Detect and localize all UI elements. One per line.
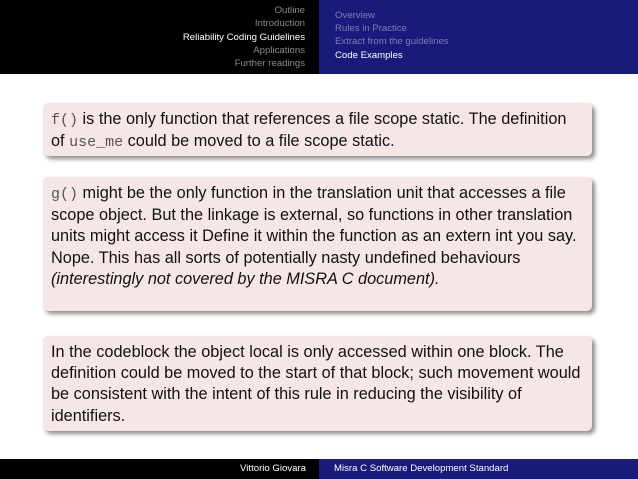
slide-header: [0, 0, 638, 74]
slide-footer: [0, 459, 638, 479]
block-text: could be moved to a file scope static.: [123, 132, 395, 151]
block-text: In the codeblock the object local is only accessed within one block. The definition could be moved to the start of that block; such movement would be consistent with the intent of this rule in reducing the visibility of identifiers.: [51, 343, 581, 425]
block-text: might be the only function in the translation unit that accesses a file scope object. But the linkage is external, so functions in other translation units might access it Define it within the function as an extern int you say. Nope. This has all sorts of potentially nasty undefined behaviours: [51, 184, 577, 267]
subsection-navigation: [319, 0, 638, 74]
nav-section-outline[interactable]: Outline: [274, 5, 305, 16]
nav-subsection-code-examples[interactable]: Code Examples: [335, 49, 403, 61]
footer-author: Vittorio Giovara: [0, 459, 319, 479]
code-use-me: use_me: [69, 134, 124, 152]
footer-title: Misra C Software Development Standard: [319, 459, 638, 479]
nav-section-reliability-coding-guidelines[interactable]: Reliability Coding Guidelines: [182, 31, 305, 43]
nav-subsection-overview[interactable]: Overview: [335, 10, 375, 21]
explanation-block-g: [43, 177, 592, 311]
code-g: g(): [51, 186, 79, 203]
nav-section-introduction[interactable]: Introduction: [254, 18, 305, 30]
block-italic-note: (interestingly not covered by the MISRA C document).: [51, 269, 440, 288]
nav-subsection-extract-from-guidelines[interactable]: Extract from the guidelines: [335, 36, 449, 48]
explanation-block-local: [43, 336, 592, 431]
block-text: is the only function that references a file scope static. The definition of: [51, 110, 567, 151]
nav-section-applications[interactable]: Applications: [253, 44, 305, 56]
explanation-block-f: [43, 103, 592, 156]
code-f: f(): [51, 112, 79, 129]
nav-subsection-rules-in-practice[interactable]: Rules in Practice: [335, 23, 407, 35]
nav-section-further-readings[interactable]: Further readings: [234, 58, 305, 70]
section-navigation: [0, 0, 319, 74]
